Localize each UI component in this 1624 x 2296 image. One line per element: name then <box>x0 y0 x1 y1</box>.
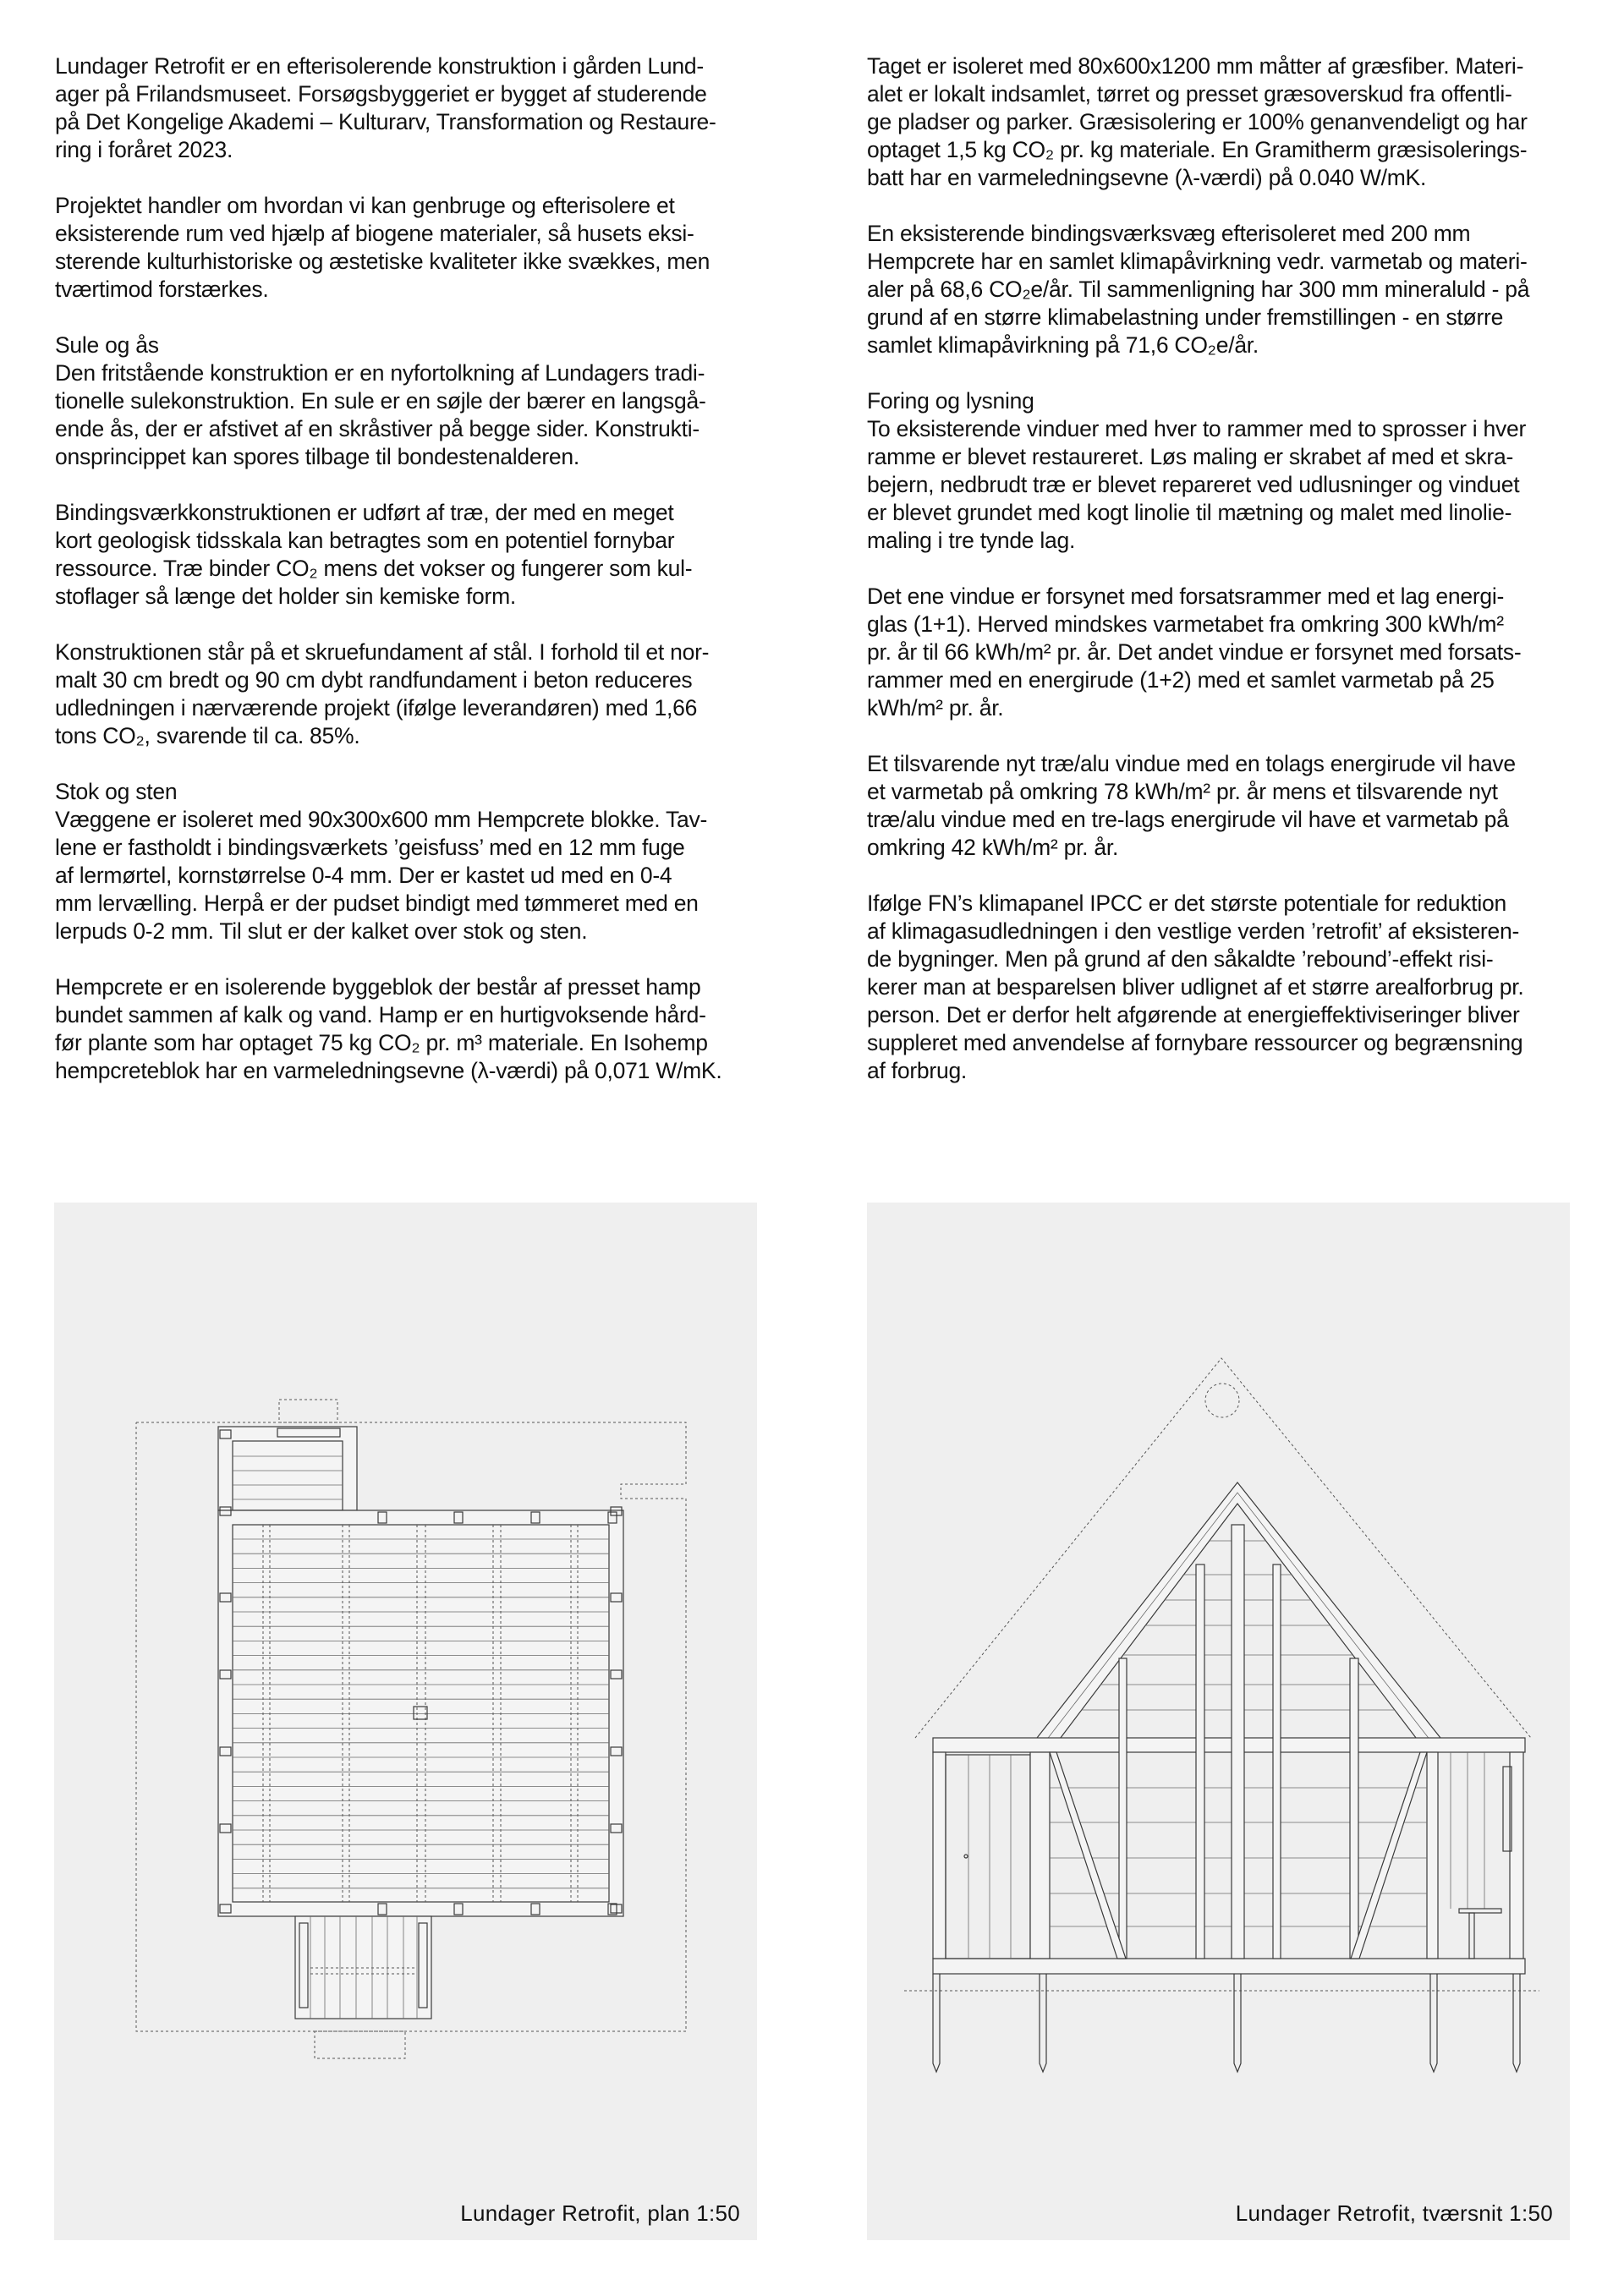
left-brace <box>1050 1752 1126 1959</box>
foring-og-lysning-section: Foring og lysning To eksisterende vinduer med hver to rammer med to sprosser i hver ramme er blevet restaureret. Løs maling er skrabet af med et skra- bejern, nedbrudt træ er blevet repareret ved udlusninger og vinduet er blevet grundet med kogt linolie til mætning og malet med linolie- maling i tre tynde lag. <box>867 388 1527 553</box>
foundation-paragraph: Konstruktionen står på et skruefundament af stål. I forhold til et nor- malt 30 cm bredt og 90 cm dybt randfundament i beton reduceres udledningen i nærværende projekt (ifølge leverandøren) med 1,66 tons CO₂, svarende til ca. 85%. <box>55 639 710 748</box>
hempcrete-paragraph: Hempcrete er en isolerende byggeblok der består af presset hamp bundet sammen af kalk og vand. Hamp er en hurtigvoksende hård- før plante som har optaget 75 kg CO₂ pr. m³ materiale. En Isohemp hempcreteblok har en varmeledningsevne (λ-værdi) på 0,071 W/mK. <box>55 974 722 1083</box>
plan-caption: Lundager Retrofit, plan 1:50 <box>460 2200 740 2226</box>
door-handle-icon <box>964 1855 968 1858</box>
sule-og-aas-section: Sule og ås Den fritstående konstruktion er en nyfortolkning af Lundagers tradi- tionelle sulekonstruktion. En sule er en søjle der bærer en langsgå- ende ås, der er afstivet af en skråstiver på begge sider. Konstrukti- onsprincippet kan spores tilbage til bondestenalderen. <box>55 332 706 469</box>
intro-paragraph: Lundager Retrofit er en efterisolerende konstruktion i gården Lund- ager på Frilandsmuseet. Forsøgsbyggeriet er bygget af studerende på Det Kongelige Akademi – Kulturarv, Transformation og Restaure- ring i foråret 2023. <box>55 53 716 162</box>
roof-insulation-paragraph: Taget er isoleret med 80x600x1200 mm måtter af græsfiber. Materi- alet er lokalt indsamlet, tørret og presset græsoverskud fra offentli- ge pladser og parker. Græsisolering er 100% genanvendeligt og har optaget 1,5 kg CO₂ pr. kg materiale. En Gramitherm græsisolerings- batt har en varmeledningsevne (λ-værdi) på 0.040 W/mK. <box>867 53 1528 190</box>
door-panel <box>946 1755 1030 1959</box>
screw-pile <box>1513 1974 1520 2072</box>
vent-circle-icon <box>1205 1384 1239 1417</box>
screw-pile <box>933 1974 940 2072</box>
window-glazing-paragraph: Det ene vindue er forsynet med forsatsrammer med et lag energi- glas (1+1). Herved mindskes varmetabet fra omkring 300 kWh/m² pr. år til 66 kWh/m² pr. år. Det andet vindue er forsynet med forsats- rammer med en energirude (1+2) med et samlet varmetab på 25 kWh/m² pr. år. <box>867 584 1522 721</box>
project-paragraph: Projektet handler om hvordan vi kan genbruge og efterisolere et eksisterende rum ved hjælp af biogene materialer, så husets eksi- sterende kulturhistoriske og æstetiske kvaliteter ikke svækkes, men tværtimod forstærkes. <box>55 193 710 302</box>
wall-frame <box>933 1525 1525 1974</box>
right-brace <box>1351 1752 1427 1959</box>
ipcc-paragraph: Ifølge FN’s klimapanel IPCC er det største potentiale for reduktion af klimagasudledningen i den vestlige verden ’retrofit’ af eksisteren- de bygninger. Men på grund af den såkaldte ’rebound’-effekt risi- kerer man at besparelsen bliver udlignet af et større arealforbrug pr. person. Det er derfor helt afgørende at energieffektiviseringer bliver suppleret med anvendelse af fornybare ressourcer og begrænsning af forbrug. <box>867 890 1524 1083</box>
new-window-paragraph: Et tilsvarende nyt træ/alu vindue med en tolags energirude vil have et varmetab på omkring 78 kWh/m² pr. år mens et tilsvarende nyt træ/alu vindue med en tre-lags energirude vil have et varmetab på omkring 42 kWh/m² pr. år. <box>867 751 1516 860</box>
entrance-deck <box>295 1916 431 2019</box>
section-drawing-panel <box>867 1203 1570 2240</box>
window-icon <box>277 1428 340 1437</box>
outer-roof-outline-dotted <box>904 1358 1539 1991</box>
section-caption: Lundager Retrofit, tværsnit 1:50 <box>1235 2200 1553 2226</box>
stok-og-sten-section: Stok og sten Væggene er isoleret med 90x300x600 mm Hempcrete blokke. Tav- lene er fastholdt i bindingsværkets ’geisfuss’ med en 12 mm fuge af lermørtel, kornstørrelse 0-4 mm. Der er kastet ud med en 0-4 mm lervælling. Herpå er der pudset bindigt med tømmeret med en lerpuds 0-2 mm. Til slut er der kalket over stok og sten. <box>55 779 708 944</box>
screw-pile <box>1430 1974 1437 2072</box>
screw-piles <box>933 1974 1520 2072</box>
plan-drawing-panel <box>54 1203 757 2240</box>
section-drawing <box>867 1203 1570 2240</box>
right-text-column <box>867 52 1577 1113</box>
plan-drawing <box>54 1203 757 2240</box>
bench <box>1459 1909 1501 1913</box>
screw-pile <box>1040 1974 1046 2072</box>
screw-pile <box>1234 1974 1241 2072</box>
timber-frame-paragraph: Bindingsværkkonstruktionen er udført af træ, der med en meget kort geologisk tidsskala kan betragtes som en potentiel fornybar ressource. Træ binder CO₂ mens det vokser og fungerer som kul- stoflager så længe det holder sin kemiske form. <box>55 500 693 609</box>
left-text-column <box>55 52 765 1113</box>
climate-impact-paragraph: En eksisterende bindingsværksvæg efterisoleret med 200 mm Hempcrete har en samlet klimapåvirkning vedr. varmetab og materi- aler på 68,6 CO₂e/år. Til sammenligning har 300 mm mineraluld - på grund af en større klimabelastning under fremstillingen - en større samlet klimapåvirkning på 71,6 CO₂e/år. <box>867 221 1530 358</box>
annex-room <box>218 1427 357 1510</box>
center-post <box>1232 1525 1244 1959</box>
